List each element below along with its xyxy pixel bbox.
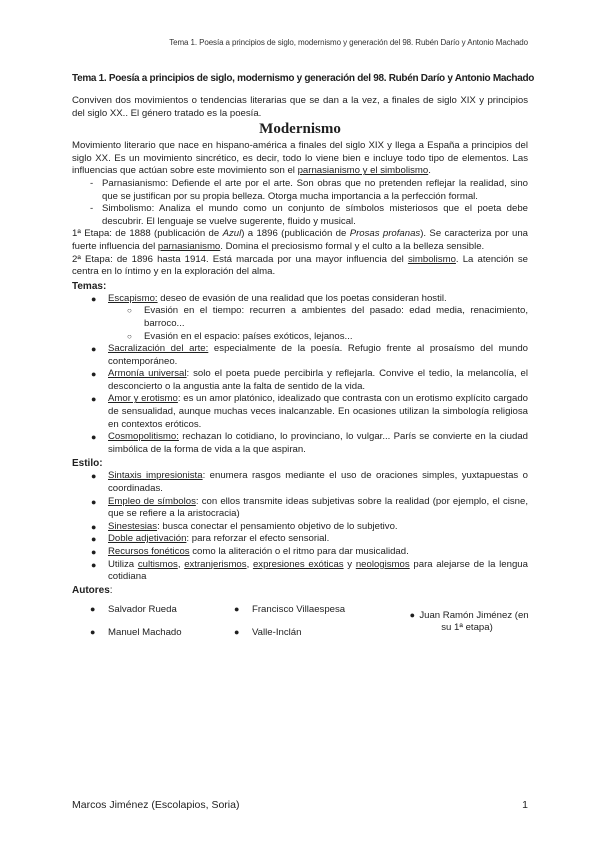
list-item xyxy=(72,305,528,330)
list-item xyxy=(72,293,528,343)
estilo-term[interactable]: Sintaxis impresionista xyxy=(108,470,203,482)
estilo-text: : para reforzar el efecto sensorial. xyxy=(186,533,330,545)
estilo-list xyxy=(72,470,528,583)
stage-text: 2ª Etapa: de 1896 hasta 1914. Está marcada por una mayor influencia del xyxy=(72,253,408,265)
influence-text: Parnasianismo: Defiende el arte por el arte. Son obras que no pretenden reflejar la realidad, sino que se justifican por su propia belleza. Otorga mucha importancia a la perfección formal. xyxy=(102,177,528,202)
stage-2-paragraph xyxy=(72,254,528,279)
estilo-term[interactable]: Recursos fonéticos xyxy=(108,546,190,557)
tema-term[interactable]: Sacralización del arte: xyxy=(108,343,209,355)
list-item xyxy=(72,331,528,344)
author-item xyxy=(90,603,177,617)
intro-paragraph: Conviven dos movimientos o tendencias literarias que se dan a la vez, a finales de siglo XIX y principios del siglo XX.. El género tratado es la poesía. xyxy=(72,95,528,119)
bullet-icon: ● xyxy=(91,293,97,304)
bullet-icon: ● xyxy=(409,609,416,620)
list-item xyxy=(72,203,528,228)
bullet-icon: ● xyxy=(91,521,97,532)
influences-list xyxy=(72,178,528,228)
influence-text: Simbolismo: Analiza el mundo como un conjunto de símbolos misteriosos que el poeta debe descubrir. El lenguaje se vuelve sugerente, fluido y musical. xyxy=(102,203,528,227)
bullet-icon: ● xyxy=(91,394,97,405)
page-number: 1 xyxy=(522,799,528,811)
bullet-icon: ● xyxy=(91,547,97,557)
bullet-icon: ● xyxy=(91,534,97,545)
bullet-icon: ● xyxy=(91,369,97,380)
bullet-icon: ● xyxy=(91,432,97,443)
simbolismo-link[interactable]: simbolismo xyxy=(407,253,456,265)
bullet-icon: ● xyxy=(90,603,96,614)
author-name: Francisco Villaespesa xyxy=(252,603,346,615)
document-title: Tema 1. Poesía a principios de siglo, modernismo y generación del 98. Rubén Darío y Antonio Machado xyxy=(72,73,535,84)
tema-text: rechazan lo cotidiano, lo provinciano, lo vulgar... París se convierte en la ciudad simbólica de la forma de vida a la que aspiran. xyxy=(108,431,528,455)
author-name: Juan Ramón Jiménez (en su 1ª etapa) xyxy=(419,609,529,634)
estilo-term[interactable]: Sinestesias xyxy=(108,520,158,532)
separator: y xyxy=(343,558,356,570)
stage-text: ) a 1896 (publicación de xyxy=(241,228,350,240)
running-header: Tema 1. Poesía a principios de siglo, modernismo y generación del 98. Rubén Darío y Antonio Machado xyxy=(169,38,528,47)
tema-term[interactable]: Armonía universal xyxy=(108,368,187,380)
list-item xyxy=(72,546,528,559)
bullet-icon: ● xyxy=(91,559,97,570)
estilo-term[interactable]: Empleo de símbolos xyxy=(108,495,196,507)
expresiones-exoticas-term[interactable]: expresiones exóticas xyxy=(252,558,344,570)
estilo-text: : con ellos transmite ideas subjetivas sobre la realidad (por ejemplo, el cisne, que se refiere a la aristocracia) xyxy=(108,495,529,520)
cultismos-term[interactable]: cultismos xyxy=(137,558,178,570)
author-item xyxy=(402,609,532,635)
definition-text: Movimiento literario que nace en hispano-américa a finales del siglo XIX y llega a España a principios del siglo XX. Es un movimiento sincrético, es decir, todo lo viene bien e incluye todo tipo de elementos. Las influencias que actúan sobre este movimiento son el xyxy=(72,140,528,177)
parnasianismo-link[interactable]: parnasianismo xyxy=(157,240,221,252)
estilo-text: : enumera rasgos mediante el uso de oraciones simples, yuxtapuestas o coordinadas. xyxy=(108,470,529,495)
list-item xyxy=(72,496,528,521)
extranjerismos-term[interactable]: extranjerismos xyxy=(184,558,247,570)
list-item xyxy=(72,559,528,584)
list-item xyxy=(72,368,528,393)
tema-text: : solo el poeta puede percibirla y reflejarla. Convive el tedio, la melancolía, el desconcierto o la angustia ante la falta de sentido de la vida. xyxy=(108,368,528,392)
modernismo-definition xyxy=(72,140,528,178)
stage-1-paragraph xyxy=(72,228,528,253)
work-title-prosas: Prosas profanas xyxy=(349,228,421,240)
neologismos-term[interactable]: neologismos xyxy=(355,558,410,570)
escapismo-sublist xyxy=(72,305,528,343)
dash-bullet: - xyxy=(90,177,94,189)
autores-colon: : xyxy=(109,584,113,596)
list-item xyxy=(72,521,528,534)
bullet-icon: ● xyxy=(234,626,240,637)
estilo-text: como la aliteración o el ritmo para dar musicalidad. xyxy=(189,546,409,557)
bullet-icon: ● xyxy=(91,471,97,482)
stage-text: 1ª Etapa: de 1888 (publicación de xyxy=(72,228,223,240)
author-name: Salvador Rueda xyxy=(108,603,177,615)
tema-text: especialmente de la poesía. Refugio frente al prosaísmo del mundo contemporáneo. xyxy=(108,343,529,367)
list-item xyxy=(72,431,528,456)
separator: , xyxy=(177,558,185,570)
circle-bullet-icon: ○ xyxy=(127,306,132,316)
tema-term[interactable]: Amor y erotismo xyxy=(108,393,178,405)
stage-text: ). Se caracteriza por una fuerte influencia del xyxy=(72,228,528,252)
circle-bullet-icon: ○ xyxy=(127,331,132,341)
subitem-text: Evasión en el tiempo: recurren a ambientes del pasado: edad media, renacimiento, barroco... xyxy=(144,305,528,329)
list-item xyxy=(72,343,528,368)
author-item xyxy=(234,603,345,617)
subitem-text: Evasión en el espacio: países exóticos, lejanos... xyxy=(144,330,353,342)
footer-author: Marcos Jiménez (Escolapios, Soria) xyxy=(72,799,240,811)
list-item xyxy=(72,533,528,546)
autores-heading xyxy=(72,584,528,597)
bullet-icon: ● xyxy=(90,626,96,637)
autores-label: Autores xyxy=(72,584,110,596)
estilo-text: para alejarse de la lengua cotidiana xyxy=(108,558,528,583)
temas-list xyxy=(72,293,528,457)
separator: , xyxy=(246,558,253,570)
list-item xyxy=(72,393,528,431)
estilo-text: Utiliza xyxy=(108,558,138,570)
temas-heading: Temas: xyxy=(72,280,107,292)
stage-text: . La atención se centra en lo íntimo y en la exploración del alma. xyxy=(72,253,528,278)
author-item xyxy=(234,626,301,640)
author-name: Valle-Inclán xyxy=(252,626,302,638)
tema-text: : es un amor platónico, idealizado que contrasta con un erotismo explícito cargado de sensualidad, aunque muchas veces inalcanzable. En ocasiones utilizan la simbología religiosa en contextos eróticos. xyxy=(108,393,528,430)
tema-term[interactable]: Escapismo: xyxy=(108,292,158,304)
stage-text: . Domina el preciosismo formal y el culto a la belleza sensible. xyxy=(220,240,485,252)
page-content xyxy=(72,72,535,643)
estilo-term[interactable]: Doble adjetivación xyxy=(108,533,187,545)
author-item xyxy=(90,626,182,640)
bullet-icon: ● xyxy=(91,344,97,355)
list-item xyxy=(72,470,528,495)
dash-bullet: - xyxy=(90,203,94,215)
tema-text: deseo de evasión de una realidad que los poetas consideran hostil. xyxy=(157,292,447,304)
estilo-heading: Estilo: xyxy=(72,458,103,470)
author-name: Manuel Machado xyxy=(108,626,182,638)
list-item xyxy=(72,178,528,203)
estilo-text: : busca conectar el pensamiento objetivo de lo subjetivo. xyxy=(157,520,398,532)
bullet-icon: ● xyxy=(234,603,240,614)
tema-term[interactable]: Cosmopolitismo: xyxy=(108,431,179,443)
section-heading-modernismo: Modernismo xyxy=(259,121,341,138)
work-title-azul: Azul xyxy=(222,228,242,240)
definition-end: . xyxy=(428,165,431,177)
influences-link[interactable]: parnasianismo y el simbolismo xyxy=(297,165,429,177)
authors-grid xyxy=(72,599,528,643)
bullet-icon: ● xyxy=(91,496,97,507)
